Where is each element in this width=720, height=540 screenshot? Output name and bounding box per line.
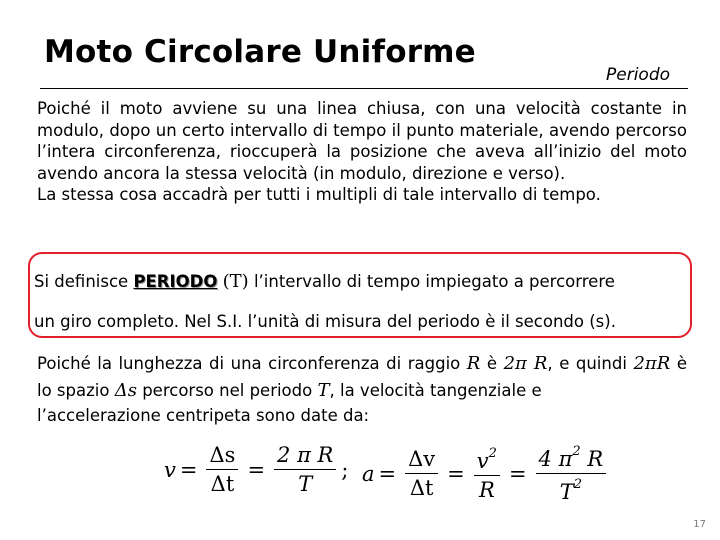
- velocity-frac2-num: 2 π R: [274, 443, 336, 470]
- symbol-2piR: 2π R: [503, 353, 548, 374]
- acceleration-eq-1: =: [378, 461, 397, 486]
- intro-text-2: La stessa cosa accadrà per tutti i multipli di tale intervallo di tempo.: [37, 185, 601, 204]
- intro-paragraph: [37, 98, 687, 206]
- acceleration-fraction-2: [474, 445, 500, 502]
- velocity-frac1-den: Δt: [210, 472, 235, 496]
- acceleration-frac3-num-exp: 2: [572, 444, 581, 459]
- acceleration-frac1-num: Δv: [405, 447, 438, 474]
- velocity-lhs: v: [164, 457, 176, 482]
- symbol-delta-s: Δs: [114, 380, 137, 401]
- definition-keyword: PERIODO: [133, 272, 218, 291]
- slide-subtitle: Periodo: [606, 65, 671, 85]
- explanation-part3: , e quindi: [547, 354, 627, 373]
- acceleration-eq-2: =: [447, 461, 465, 486]
- acceleration-frac2-den: R: [478, 478, 495, 502]
- acceleration-frac2-num: [474, 445, 500, 476]
- explanation-paragraph: [37, 350, 687, 429]
- symbol-R: R: [466, 353, 481, 374]
- title-underline: [40, 88, 688, 89]
- velocity-eq-2: =: [247, 457, 266, 482]
- acceleration-frac2-num-base: v: [476, 449, 489, 473]
- acceleration-frac3-den: [557, 474, 585, 504]
- explanation-part5: percorso nel periodo: [136, 381, 318, 400]
- definition-line-2: un giro completo. Nel S.I. l’unità di misura del periodo è il secondo (s).: [34, 312, 616, 331]
- definition-line-1: [34, 271, 615, 292]
- acceleration-frac3-num-base: 4 π: [538, 447, 573, 471]
- symbol-2piR-b: 2πR: [633, 353, 671, 374]
- acceleration-frac1-den: Δt: [409, 476, 434, 500]
- symbol-T: T: [317, 380, 330, 401]
- acceleration-frac3-den-exp: 2: [573, 477, 582, 492]
- acceleration-formula: [362, 443, 611, 504]
- velocity-formula: [164, 443, 348, 496]
- acceleration-frac3-num: [536, 443, 607, 474]
- velocity-frac1-num: Δs: [206, 443, 238, 470]
- slide-title: Moto Circolare Uniforme: [44, 34, 476, 70]
- explanation-part1: Poiché la lunghezza di una circonferenza di raggio: [37, 354, 467, 373]
- acceleration-frac3-den-base: T: [559, 480, 574, 504]
- acceleration-frac2-num-exp: 2: [488, 446, 497, 461]
- page-number: 17: [693, 519, 706, 530]
- intro-text: Poiché il moto avviene su una linea chiusa, con una velocità costante in modulo, dopo un certo intervallo di tempo il punto materiale, avendo percorso l’intera circonferenza, rioccuperà la posizione che aveva all’inizio del moto avendo ancora la stessa velocità (in modulo, direzione e verso).: [37, 99, 687, 183]
- velocity-fraction-1: [206, 443, 238, 496]
- explanation-part4: è lo spazio: [37, 354, 687, 400]
- definition-symbol: (T): [222, 271, 249, 292]
- acceleration-lhs: a: [362, 461, 375, 486]
- acceleration-eq-3: =: [508, 461, 527, 486]
- acceleration-fraction-3: [536, 443, 607, 504]
- explanation-part6: , la velocità tangenziale e: [329, 381, 542, 400]
- explanation-part7: l’accelerazione centripeta sono date da:: [37, 406, 370, 425]
- velocity-fraction-2: [274, 443, 336, 496]
- velocity-end: ;: [341, 457, 349, 482]
- acceleration-frac3-num-tail: R: [580, 447, 604, 471]
- definition-line1-rest: l’intervallo di tempo impiegato a percorrere: [248, 272, 615, 291]
- explanation-part2: è: [480, 354, 504, 373]
- velocity-eq-1: =: [179, 457, 198, 482]
- velocity-frac2-den: T: [298, 472, 313, 496]
- definition-prefix: Si definisce: [34, 272, 134, 291]
- acceleration-fraction-1: [405, 447, 438, 500]
